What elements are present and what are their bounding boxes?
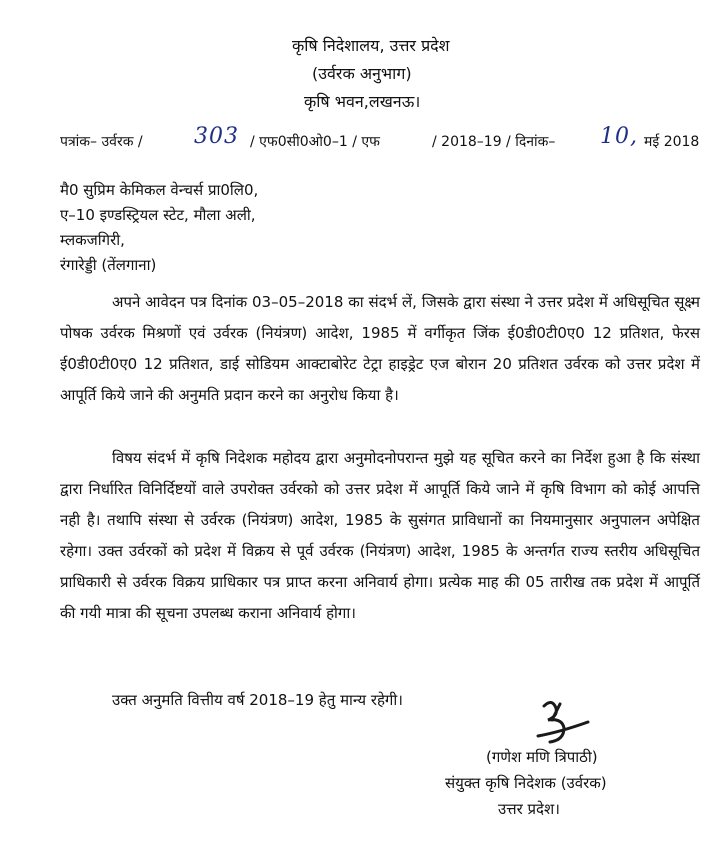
- reference-year: / 2018–19 / दिनांक–: [432, 134, 556, 150]
- recipient-line-1: मै0 सुप्रिम केमिकल वेन्चर्स प्रा0लि0,: [60, 181, 259, 199]
- signatory-name: (गणेश मणि त्रिपाठी): [486, 748, 598, 766]
- reference-code: / एफ0सी0ओ0–1 / एफ: [250, 134, 380, 150]
- body-paragraph-2: विषय संदर्भ में कृषि निदेशक महोदय द्वारा अनुमोदनोपरान्त मुझे यह सूचित करने का निर्देश हुआ है कि संस्था द्वारा निर्धारित विनिर्दिष्टयों वाले उपरोक्त उर्वरको को उत्तर प्रदेश में आपूर्ति किये जाने में कृषि विभाग को कोई आपत्ति नही है। तथापि संस्था से उर्वरक (नियंत्रण) आदेश, 1985 के सुसंगत प्राविधानों का नियमानुसार अनुपालन अपेक्षित रहेगा। उक्त उर्वरकों को प्रदेश में विक्रय से पूर्व उर्वरक (नियंत्रण) आदेश, 1985 के अन्तर्गत राज्य स्तरीय अधिसूचित प्राधिकारी से उर्वरक विक्रय प्राधिकार पत्र प्राप्त करना अनिवार्य होगा। प्रत्येक माह की 05 तारीख तक प्रदेश में आपूर्ति की गयी मात्रा की सूचना उपलब्ध कराना अनिवार्य होगा।: [60, 449, 700, 622]
- section-name: (उर्वरक अनुभाग): [312, 64, 412, 83]
- reference-month-year: मई 2018: [644, 134, 700, 150]
- body-paragraph-1: अपने आवेदन पत्र दिनांक 03–05–2018 का संदर्भ लें, जिसके द्वारा संस्था ने उत्तर प्रदेश में अधिसूचित सूक्ष्म पोषक उर्वरक मिश्रणों एवं उर्वरक (नियंत्रण) आदेश, 1985 में वर्गीकृत जिंक ई0डी0टी0ए0 12 प्रतिशत, फेरस ई0डी0टी0ए0 12 प्रतिशत, डाई सोडियम आक्टाबोरेट टेट्रा हाइड्रेट एज बोरान 20 प्रतिशत उर्वरक को उत्तर प्रदेश में आपूर्ति किये जाने की अनुमति प्रदान करने का अनुरोध किया है।: [60, 293, 700, 404]
- reference-number: 303: [194, 124, 239, 149]
- reference-prefix: पत्रांक– उर्वरक /: [60, 134, 143, 150]
- validity-statement: उक्त अनुमति वित्तीय वर्ष 2018–19 हेतु मान्य रहेगी।: [112, 691, 403, 709]
- reference-day: 10,: [600, 124, 638, 149]
- signatory-designation: संयुक्त कृषि निदेशक (उर्वरक): [445, 774, 607, 792]
- recipient-line-4: रंगारेड्डी (तेंलगाना): [60, 256, 157, 274]
- office-address: कृषि भवन,लखनऊ।: [304, 92, 421, 111]
- recipient-line-2: ए–10 इण्डस्ट्रियल स्टेट, मौला अली,: [60, 206, 256, 224]
- office-name: कृषि निदेशालय, उत्तर प्रदेश: [292, 36, 450, 55]
- recipient-line-3: म्लकजगिरी,: [60, 231, 125, 249]
- signatory-place: उत्तर प्रदेश।: [498, 800, 560, 818]
- reference-line: [60, 124, 700, 154]
